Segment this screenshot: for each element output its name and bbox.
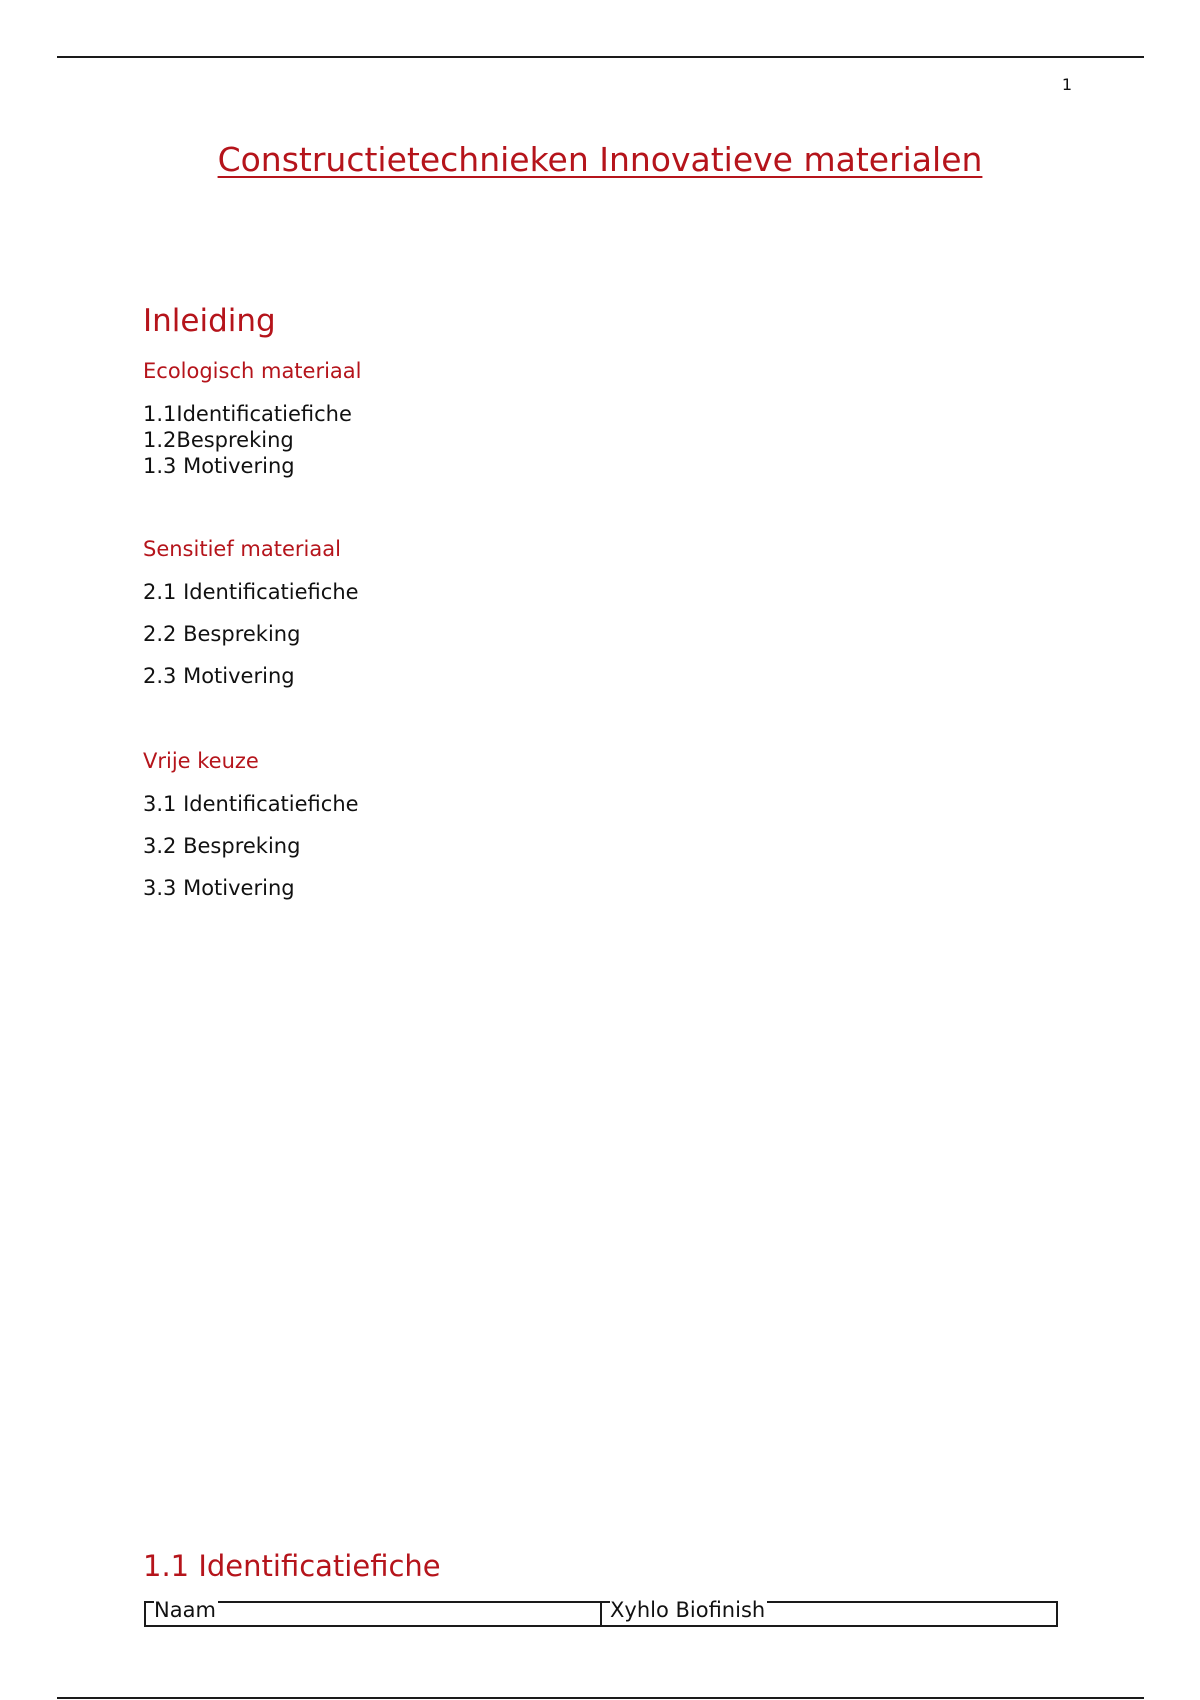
toc-item-number: 1.1: [143, 402, 177, 426]
toc-item-number: 3.2: [143, 834, 177, 858]
section-vrije-keuze-item-2: [143, 833, 300, 859]
toc-item: [143, 621, 300, 647]
identification-value-cell: [602, 1598, 1056, 1625]
toc-item-label: Motivering: [183, 664, 295, 688]
toc-item-number: 1.3: [143, 454, 177, 478]
section-vrije-keuze: [143, 749, 259, 773]
toc-item-label: Identificatiefiche: [176, 402, 352, 426]
toc-item-number: 3.3: [143, 876, 177, 900]
section-ecologisch: [143, 359, 362, 383]
toc-item-number: 2.3: [143, 664, 177, 688]
footer-rule: [57, 1697, 1144, 1699]
toc-item-number: 1.2: [143, 428, 177, 452]
identification-table: [144, 1598, 1058, 1627]
toc-item: [143, 663, 295, 689]
identification-heading: 1.1 Identificatiefiche: [143, 1549, 441, 1583]
section-sensitief-item-1: [143, 579, 359, 605]
identification-label: Naam: [154, 1598, 216, 1622]
section-title: Sensitief materiaal: [143, 537, 341, 561]
intro-heading: Inleiding: [143, 303, 276, 339]
page-number: 1: [1061, 75, 1072, 94]
toc-item-number: 2.2: [143, 622, 177, 646]
header-rule: [57, 56, 1144, 58]
intro-heading-block: [143, 303, 276, 339]
toc-item-label: Bespreking: [183, 834, 301, 858]
toc-item: [143, 579, 359, 605]
identification-heading-block: [143, 1549, 441, 1583]
toc-item-number: 2.1: [143, 580, 177, 604]
toc-item: [143, 875, 295, 901]
section-vrije-keuze-item-3: [143, 875, 295, 901]
toc-item: [143, 401, 352, 427]
section-vrije-keuze-item-1: [143, 791, 359, 817]
toc-item: [143, 427, 352, 453]
identification-value: Xyhlo Biofinish: [610, 1598, 766, 1622]
toc-item-label: Bespreking: [183, 622, 301, 646]
section-sensitief: [143, 537, 341, 561]
toc-item-number: 3.1: [143, 792, 177, 816]
identification-label-cell: [146, 1598, 602, 1625]
toc-item: [143, 791, 359, 817]
toc-item: [143, 833, 300, 859]
toc-item: [143, 453, 352, 479]
document-title: Constructietechnieken Innovatieve materialen: [217, 140, 983, 179]
section-sensitief-item-3: [143, 663, 295, 689]
toc-item-label: Motivering: [183, 876, 295, 900]
section-title: Vrije keuze: [143, 749, 259, 773]
toc-item-label: Identificatiefiche: [183, 792, 359, 816]
toc-item-label: Identificatiefiche: [183, 580, 359, 604]
toc-item-label: Motivering: [183, 454, 295, 478]
section-ecologisch-items: [143, 401, 352, 479]
toc-item-label: Bespreking: [176, 428, 294, 452]
section-title: Ecologisch materiaal: [143, 359, 362, 383]
section-sensitief-item-2: [143, 621, 300, 647]
